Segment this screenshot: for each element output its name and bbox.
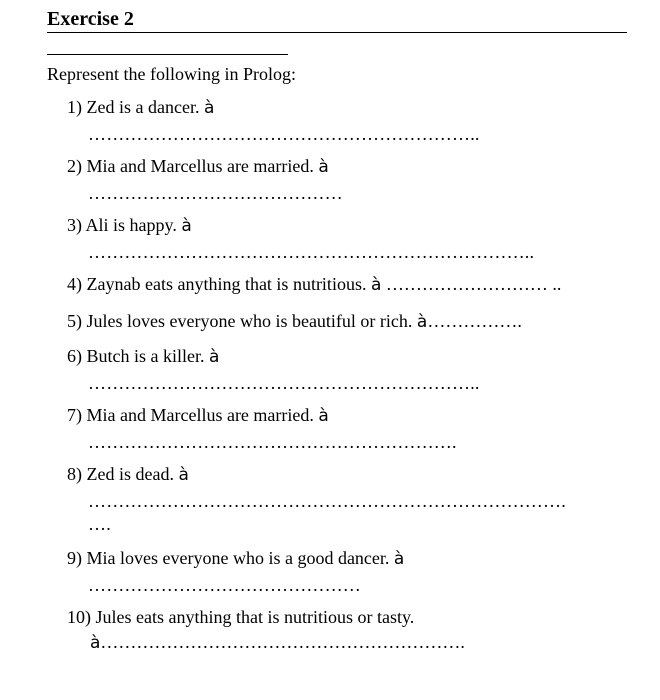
item-text: 10) Jules eats anything that is nutritious or tasty. [67,607,415,627]
item-text: 9) Mia loves everyone who is a good dancer. [67,548,390,568]
answer-line-7[interactable]: ……………………………………………………. [88,432,457,452]
arrow-symbol: à [318,157,329,177]
answer-line-3[interactable]: ……………………………………………………………….. [88,242,535,262]
exercise-item-8 [67,463,189,486]
exercise-item-5 [67,310,522,333]
answer-line-4[interactable]: ……………………… .. [385,274,562,294]
exercise-item-10 [67,606,414,628]
item-text: 6) Butch is a killer. [67,346,205,366]
arrow-symbol: à [416,312,428,332]
exercise-item-3 [67,214,192,237]
answer-line-2[interactable]: …………………………………… [88,183,343,203]
item-text: 7) Mia and Marcellus are married. [67,405,314,425]
answer-line-1[interactable]: ……………………………………………………….. [88,124,480,144]
answer-line-6[interactable]: ……………………………………………………….. [88,373,480,393]
item-text: 5) Jules loves everyone who is beautiful or rich. [67,311,413,331]
arrow-symbol: à [208,347,220,367]
exercise-title: Exercise 2 [47,8,134,30]
item-text: 3) Ali is happy. [67,215,177,235]
answer-line-10[interactable]: ……………………………………………………. [100,632,465,652]
arrow-symbol: à [393,549,405,569]
arrow-symbol: à [203,98,215,118]
answer-line-8-continued[interactable]: …. [88,514,111,534]
answer-line-8[interactable]: ……………………………………………………………………. [88,491,566,511]
answer-line-9[interactable]: ……………………………………… [88,575,361,595]
item-text: 8) Zed is dead. [67,464,174,484]
title-row [47,6,627,33]
exercise-item-2 [67,155,329,178]
item-text: 1) Zed is a dancer. [67,97,200,117]
exercise-item-1 [67,96,214,119]
item-text: 4) Zaynab eats anything that is nutritious. [67,274,367,294]
instructions: Represent the following in Prolog: [47,64,296,84]
answer-line-5[interactable]: ……………. [427,311,522,331]
arrow-symbol: à [90,633,101,653]
exercise-item-6 [67,345,219,368]
exercise-item-7 [67,404,329,427]
arrow-symbol: à [178,465,189,485]
exercise-item-4 [67,273,561,296]
item-text: 2) Mia and Marcellus are married. [67,156,314,176]
arrow-symbol: à [370,275,382,295]
answer-row-10 [90,631,465,654]
arrow-symbol: à [181,216,192,236]
title-underline [47,54,288,55]
arrow-symbol: à [318,406,329,426]
exercise-item-9 [67,547,404,570]
